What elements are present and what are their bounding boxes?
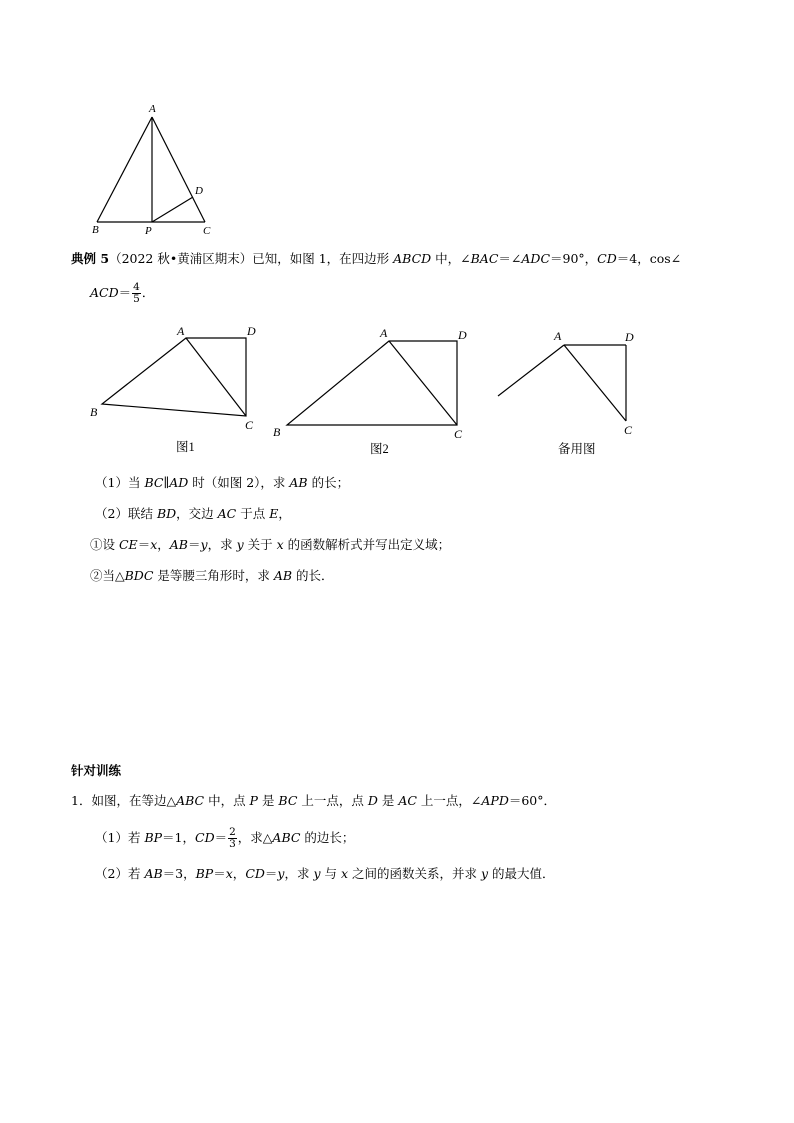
example5-question-1 [95,475,349,491]
text: 1．如图，在等边△ [71,793,177,808]
text: ＝4，cos∠ [616,251,682,266]
training-problem-1 [71,793,556,809]
text: ACD [90,285,119,300]
text: y [200,537,208,552]
text: 的函数解析式并写出定义域； [283,537,451,552]
fig1-caption: 图1 [176,440,195,454]
text: CE [118,537,138,552]
text: E [269,506,279,521]
fig2-label-C: C [454,427,463,441]
fig3-label-D: D [625,330,634,344]
text: y [481,866,489,881]
text: CD [597,251,617,266]
fig2-caption: 图2 [370,442,389,456]
text: D [367,793,378,808]
text: ADC [521,251,551,266]
text: （1）若 [95,830,145,845]
text: （2）若 [95,866,145,881]
text: ． [141,285,155,300]
fig2-label-B: B [273,425,281,439]
fraction-denominator: 5 [133,293,140,305]
text: ＝ [214,830,228,845]
label-C: C [203,225,211,235]
text: y [277,866,285,881]
text: y [313,866,321,881]
text: ＝3， [162,866,196,881]
text: BP [144,830,163,845]
training-heading: 针对训练 [71,763,122,778]
fig1-label-D: D [247,324,256,338]
text: APD [481,793,509,808]
fig3-caption: 备用图 [558,442,596,456]
text: BC [278,793,298,808]
fraction-numerator: 4 [133,281,140,293]
text: x [340,866,349,881]
text: 与 [320,866,341,881]
label-A: A [149,103,156,115]
text: ，求△ [237,830,273,845]
fig1-label-A: A [177,324,185,338]
text: AC [398,793,417,808]
text: ＝60°． [508,793,557,808]
text: BD [156,506,177,521]
text: （2）联结 [95,506,157,521]
text: ，交边 [176,506,218,521]
figure-triangle-apd [85,100,225,235]
fraction-cd [228,827,237,850]
fraction-denominator: 3 [229,838,236,850]
text: 的长； [307,475,350,490]
text: ， [157,537,170,552]
text: ＝ [137,537,151,552]
text: ， [278,506,291,521]
text: AD [169,475,189,490]
example5-heading: 典例 5 [71,251,110,266]
text: ＝90°， [550,251,598,266]
text: ＝ [264,866,278,881]
example5-source: （2022 秋•黄浦区期末） [109,251,253,266]
text: 上一点，∠ [416,793,482,808]
fig2-label-A: A [380,326,388,340]
text: 关于 [243,537,277,552]
text: 上一点，点 [297,793,368,808]
text: 时（如图 2），求 [188,475,290,490]
figure-spare [490,322,650,462]
example5-question-2 [95,506,291,522]
text: x [276,537,284,552]
example5-question-2-1 [90,537,450,553]
fig1-label-C: C [245,418,254,432]
text: 的边长； [300,830,355,845]
text: ∥ [163,475,170,490]
label-P: P [145,225,152,235]
fraction-cos [132,282,141,305]
text: 之间的函数关系，并求 [348,866,481,881]
text: 是等腰三角形时，求 [153,568,274,583]
text: ABCD [393,251,432,266]
text: 的最大值． [488,866,555,881]
text: 于点 [236,506,270,521]
text: ABC [272,830,301,845]
text: x [150,537,158,552]
text: 是 [257,793,279,808]
figure-2 [268,322,473,462]
text: CD [195,830,215,845]
text: 的长． [292,568,334,583]
text: （1）当 [95,475,145,490]
fig3-label-A: A [554,329,562,343]
text: ABC [176,793,205,808]
example5-line2 [90,282,154,305]
text: x [225,866,233,881]
text: P [249,793,258,808]
text: AB [144,866,163,881]
training-problem-1-part-2 [95,866,555,882]
example5-line1 [71,251,681,267]
text: BAC [470,251,499,266]
text: CD [245,866,265,881]
training-problem-1-part-1 [95,827,354,850]
label-D: D [195,185,203,197]
text: ＝1， [162,830,195,845]
fig2-label-D: D [458,328,467,342]
text: y [236,537,244,552]
text: BDC [124,568,154,583]
text: 已知，如图 1，在四边形 [252,251,394,266]
text: ，求 [284,866,314,881]
text: AB [169,537,188,552]
text: BP [195,866,214,881]
example5-question-2-2 [90,568,334,584]
text: 是 [377,793,399,808]
figure-1 [85,318,270,458]
text: AB [289,475,308,490]
text: AC [217,506,237,521]
text: ， [232,866,246,881]
text: ＝ [118,285,132,300]
text: AB [273,568,293,583]
label-B: B [92,224,99,235]
text: ，求 [207,537,237,552]
text: ＝∠ [498,251,522,266]
text: BC [144,475,164,490]
text: 中，点 [204,793,250,808]
text: ①设 [90,537,119,552]
text: ＝ [213,866,226,881]
text: 中，∠ [431,251,471,266]
text: ＝ [188,537,201,552]
text: ②当△ [90,568,125,583]
fig1-label-B: B [90,405,98,419]
fraction-numerator: 2 [229,826,236,838]
fig3-label-C: C [624,423,633,437]
